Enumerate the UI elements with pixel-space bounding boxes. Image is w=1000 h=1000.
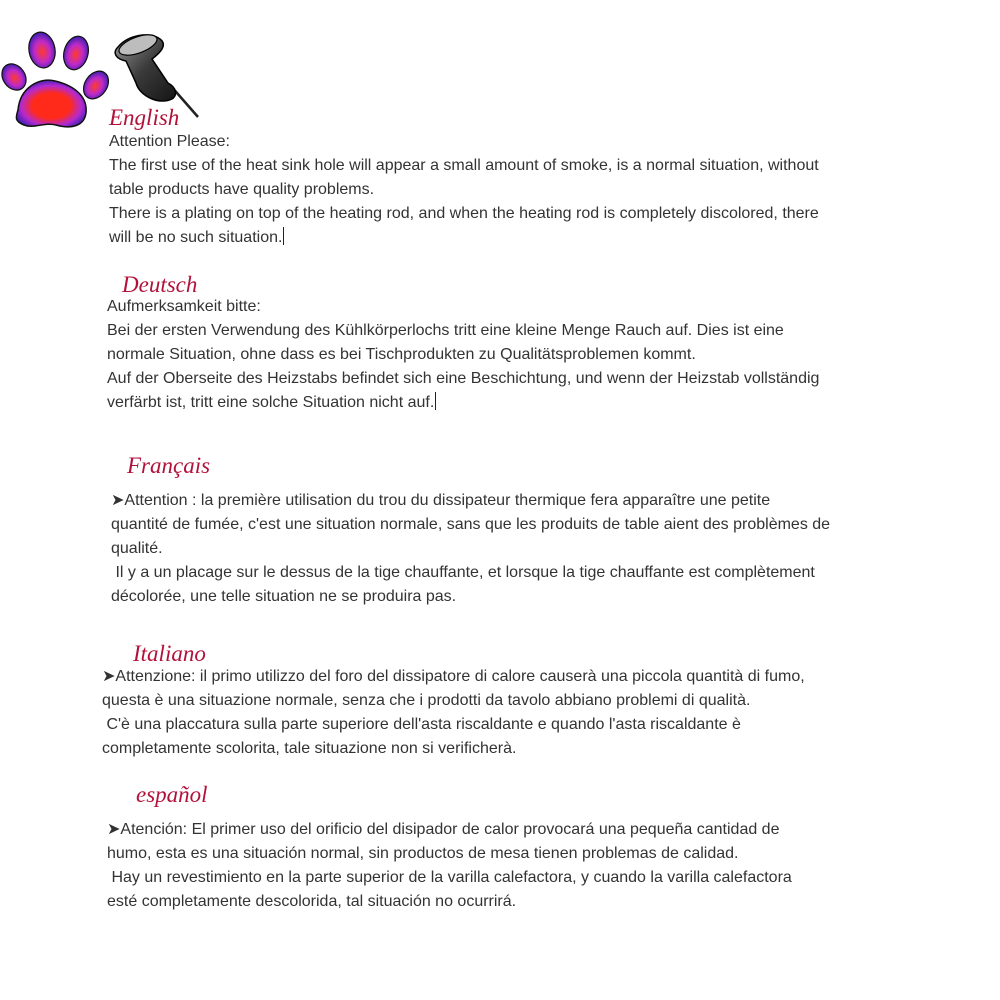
text-line: qualité. <box>111 540 163 557</box>
text-line: The first use of the heat sink hole will appear a small amount of smoke, is a normal situation, without <box>109 157 819 174</box>
text-line: Aufmerksamkeit bitte: <box>107 298 261 315</box>
text-line: quantité de fumée, c'est une situation normale, sans que les produits de table aient des problèmes de <box>111 516 831 533</box>
text-line: There is a plating on top of the heating rod, and when the heating rod is completely discolored, there <box>109 205 819 222</box>
text-line: Hay un revestimiento en la parte superior de la varilla calefactora, y cuando la varilla calefactora <box>107 869 792 886</box>
section-espanol <box>136 782 208 808</box>
text-line-with-caret <box>109 226 819 250</box>
text-line: completamente scolorita, tale situazione non si verificherà. <box>102 740 517 757</box>
text-line: Il y a un placage sur le dessus de la tige chauffante, et lorsque la tige chauffante est complètement <box>111 564 815 581</box>
section-heading: Français <box>127 453 211 478</box>
text-cursor <box>435 392 436 410</box>
text-line: will be no such situation. <box>109 229 283 246</box>
section-heading: español <box>136 782 208 807</box>
section-english <box>109 105 179 131</box>
section-deutsch-body <box>107 295 819 415</box>
text-line: Attention Please: <box>109 133 230 150</box>
text-line: table products have quality problems. <box>109 181 375 198</box>
text-cursor <box>283 227 284 245</box>
text-line-with-caret <box>107 391 819 415</box>
section-espanol-body <box>107 818 792 914</box>
text-line: Auf der Oberseite des Heizstabs befindet sich eine Beschichtung, und wenn der Heizstab vollständig <box>107 370 820 387</box>
text-line: normale Situation, ohne dass es bei Tischprodukten zu Qualitätsproblemen kommt. <box>107 346 696 363</box>
section-heading: Deutsch <box>122 272 198 297</box>
section-italiano-body <box>102 665 805 761</box>
section-francais <box>127 453 210 479</box>
text-line: humo, esta es una situación normal, sin productos de mesa tienen problemas de calidad. <box>107 845 739 862</box>
text-line: ➤Attenzione: il primo utilizzo del foro del dissipatore di calore causerà una piccola quantità di fumo, <box>102 668 805 685</box>
paw-icon <box>0 30 114 127</box>
section-heading: English <box>109 105 180 130</box>
section-heading: Italiano <box>133 641 206 666</box>
text-line: questa è una situazione normale, senza che i prodotti da tavolo abbiano problemi di qualità. <box>102 692 751 709</box>
text-line: C'è una placcatura sulla parte superiore dell'asta riscaldante e quando l'asta riscaldante è <box>102 716 741 733</box>
text-line: esté completamente descolorida, tal situación no ocurrirá. <box>107 893 517 910</box>
text-line: verfärbt ist, tritt eine solche Situation nicht auf. <box>107 394 435 411</box>
text-line: ➤Atención: El primer uso del orificio del disipador de calor provocará una pequeña cantidad de <box>107 821 780 838</box>
section-english-body <box>109 130 819 250</box>
section-italiano <box>133 641 206 667</box>
section-francais-body <box>111 489 830 609</box>
text-line: Bei der ersten Verwendung des Kühlkörperlochs tritt eine kleine Menge Rauch auf. Dies ist eine <box>107 322 784 339</box>
text-line: ➤Attention : la première utilisation du trou du dissipateur thermique fera apparaître une petite <box>111 492 771 509</box>
text-line: décolorée, une telle situation ne se produira pas. <box>111 588 457 605</box>
